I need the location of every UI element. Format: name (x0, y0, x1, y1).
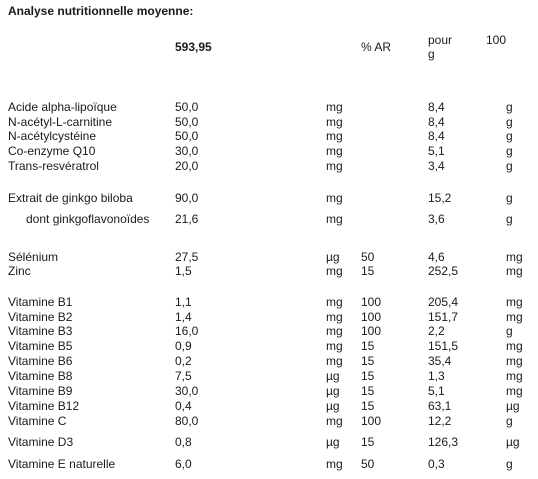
nutrient-name: Trans-resvératrol (8, 159, 99, 173)
nutrient-per-100g-unit: g (506, 129, 513, 143)
nutrient-per-100g: 8,4 (428, 129, 445, 143)
nutrient-per-100g-unit: g (506, 159, 513, 173)
nutrient-per-100g: 63,1 (428, 399, 452, 413)
nutrient-name: Vitamine B5 (8, 339, 73, 353)
nutrient-name: Extrait de ginkgo biloba (8, 191, 133, 205)
nutrient-per-100g-unit: mg (506, 310, 523, 324)
nutrient-quantity: 1,1 (175, 295, 192, 309)
nutrient-quantity: 30,0 (175, 144, 199, 158)
nutrient-quantity: 0,9 (175, 339, 192, 353)
nutrient-per-100g-unit: g (506, 115, 513, 129)
nutrient-quantity: 16,0 (175, 324, 199, 338)
nutrient-name: Sélénium (8, 250, 59, 264)
nutrient-per-100g-unit: g (506, 457, 513, 471)
nutrient-name: Vitamine B12 (8, 399, 80, 413)
nutrient-per-100g: 2,2 (428, 324, 445, 338)
nutrient-unit: mg (326, 354, 343, 368)
nutrient-per-100g-unit: g (506, 212, 513, 226)
nutrient-unit: mg (326, 295, 343, 309)
nutrient-unit: µg (326, 384, 340, 398)
nutrient-per-100g: 0,3 (428, 457, 445, 471)
nutrient-per-100g-unit: g (506, 414, 513, 428)
nutrient-ar-percent: 100 (361, 310, 382, 324)
nutrient-unit: mg (326, 144, 343, 158)
nutrient-per-100g: 5,1 (428, 384, 445, 398)
nutrient-name: Vitamine B1 (8, 295, 73, 309)
nutrient-per-100g-unit: mg (506, 369, 523, 383)
nutrient-name: Vitamine B6 (8, 354, 73, 368)
nutrient-per-100g-unit: µg (506, 435, 520, 449)
nutrient-quantity: 0,2 (175, 354, 192, 368)
header-pour-unit: g (428, 47, 435, 61)
nutrient-unit: mg (326, 100, 343, 114)
nutrient-per-100g: 4,6 (428, 250, 445, 264)
nutrient-per-100g: 151,5 (428, 339, 459, 353)
nutrient-unit: mg (326, 115, 343, 129)
nutrient-ar-percent: 50 (361, 250, 375, 264)
header-ar: % AR (361, 40, 392, 54)
nutrient-per-100g-unit: g (506, 144, 513, 158)
nutrient-per-100g-unit: mg (506, 250, 523, 264)
nutrient-per-100g: 8,4 (428, 100, 445, 114)
nutrient-unit: µg (326, 250, 340, 264)
nutrient-per-100g-unit: mg (506, 264, 523, 278)
nutrient-per-100g-unit: mg (506, 354, 523, 368)
nutrient-name: dont ginkgoflavonoïdes (26, 212, 150, 226)
nutrient-per-100g: 151,7 (428, 310, 459, 324)
nutrient-quantity: 7,5 (175, 369, 192, 383)
nutrient-quantity: 50,0 (175, 100, 199, 114)
nutrient-ar-percent: 15 (361, 264, 375, 278)
nutrient-name: Vitamine B8 (8, 369, 73, 383)
nutrient-ar-percent: 100 (361, 295, 382, 309)
nutrient-per-100g: 205,4 (428, 295, 459, 309)
nutrient-quantity: 20,0 (175, 159, 199, 173)
nutrient-unit: µg (326, 369, 340, 383)
header-hundred: 100 (486, 33, 507, 47)
nutrient-unit: mg (326, 264, 343, 278)
nutrient-name: Vitamine B3 (8, 324, 73, 338)
nutrient-name: Vitamine C (8, 414, 67, 428)
nutrient-ar-percent: 100 (361, 414, 382, 428)
nutrient-ar-percent: 15 (361, 384, 375, 398)
nutrient-ar-percent: 15 (361, 369, 375, 383)
nutrient-name: Vitamine B9 (8, 384, 73, 398)
nutrient-name: Acide alpha-lipoïque (8, 100, 117, 114)
nutrient-quantity: 6,0 (175, 457, 192, 471)
nutrient-name: Co-enzyme Q10 (8, 144, 96, 158)
nutrient-quantity: 27,5 (175, 250, 199, 264)
nutrient-ar-percent: 15 (361, 339, 375, 353)
nutrient-per-100g-unit: g (506, 191, 513, 205)
nutrient-quantity: 50,0 (175, 115, 199, 129)
nutrient-unit: mg (326, 457, 343, 471)
nutrient-name: Vitamine E naturelle (8, 457, 116, 471)
nutrient-per-100g: 15,2 (428, 191, 452, 205)
nutrient-unit: mg (326, 414, 343, 428)
nutrient-per-100g: 3,4 (428, 159, 445, 173)
nutrient-per-100g-unit: µg (506, 399, 520, 413)
nutrient-quantity: 50,0 (175, 129, 199, 143)
nutrient-name: Vitamine D3 (8, 435, 74, 449)
nutrient-unit: mg (326, 310, 343, 324)
nutrient-per-100g: 5,1 (428, 144, 445, 158)
nutrient-per-100g: 12,2 (428, 414, 452, 428)
nutrient-per-100g: 126,3 (428, 435, 459, 449)
nutrient-per-100g-unit: g (506, 100, 513, 114)
nutrient-per-100g: 3,6 (428, 212, 445, 226)
nutrient-ar-percent: 50 (361, 457, 375, 471)
nutrient-unit: mg (326, 191, 343, 205)
nutrient-quantity: 80,0 (175, 414, 199, 428)
nutrient-per-100g: 1,3 (428, 369, 445, 383)
nutrient-quantity: 1,4 (175, 310, 192, 324)
nutrient-name: Zinc (8, 264, 31, 278)
nutrient-ar-percent: 15 (361, 435, 375, 449)
nutrient-per-100g: 35,4 (428, 354, 452, 368)
nutrient-quantity: 21,6 (175, 212, 199, 226)
nutrient-unit: mg (326, 324, 343, 338)
nutrient-unit: mg (326, 159, 343, 173)
nutrient-name: N-acétylcystéine (8, 129, 97, 143)
nutrient-unit: mg (326, 129, 343, 143)
nutrient-per-100g-unit: mg (506, 339, 523, 353)
nutrient-per-100g: 252,5 (428, 264, 459, 278)
header-pour: pour (428, 33, 453, 47)
nutrient-name: Vitamine B2 (8, 310, 73, 324)
nutrient-quantity: 90,0 (175, 191, 199, 205)
nutrient-name: N-acétyl-L-carnitine (8, 115, 113, 129)
nutrient-quantity: 0,4 (175, 399, 192, 413)
nutrient-per-100g: 8,4 (428, 115, 445, 129)
nutrient-unit: mg (326, 339, 343, 353)
nutrient-unit: mg (326, 212, 343, 226)
nutrient-ar-percent: 15 (361, 399, 375, 413)
nutrient-unit: µg (326, 435, 340, 449)
nutrient-quantity: 30,0 (175, 384, 199, 398)
nutrient-ar-percent: 100 (361, 324, 382, 338)
nutrient-ar-percent: 15 (361, 354, 375, 368)
nutrient-per-100g-unit: g (506, 324, 513, 338)
page-title: Analyse nutritionnelle moyenne: (8, 4, 194, 18)
nutrient-quantity: 1,5 (175, 264, 192, 278)
nutrient-per-100g-unit: mg (506, 295, 523, 309)
nutrient-per-100g-unit: mg (506, 384, 523, 398)
nutrient-quantity: 0,8 (175, 435, 192, 449)
nutrient-unit: µg (326, 399, 340, 413)
header-value: 593,95 (175, 40, 212, 54)
